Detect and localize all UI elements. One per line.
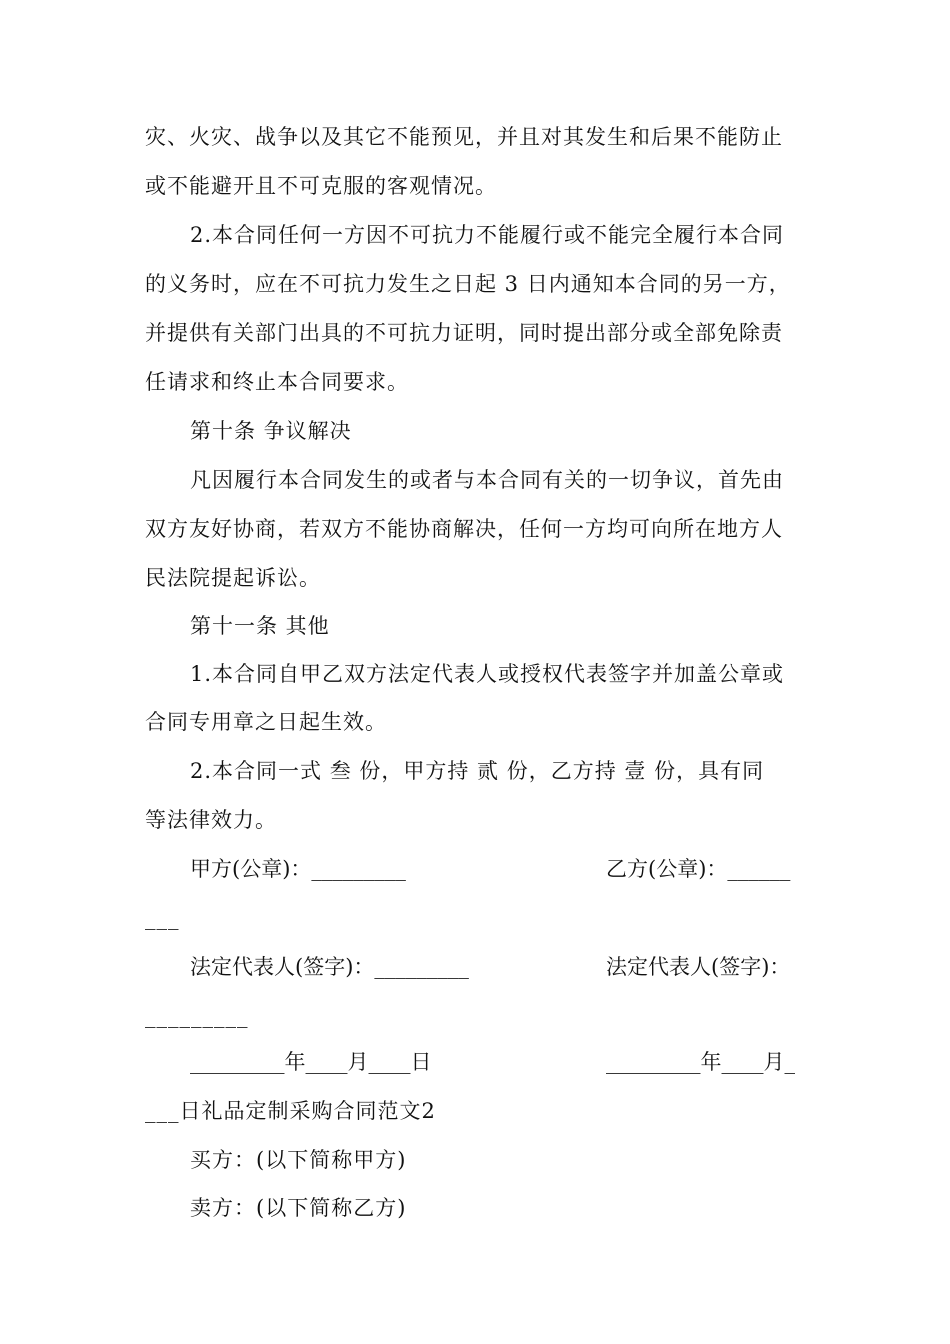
party-b-rep-continuation: _________ <box>145 1004 249 1028</box>
other-clause-2-line-2: 等法律效力。 <box>145 808 277 832</box>
text-line-2: 或不能避开且不可克服的客观情况。 <box>145 174 497 198</box>
party-b-seal: 乙方(公章)：______ <box>606 857 791 881</box>
dispute-line-3: 民法院提起诉讼。 <box>145 566 321 590</box>
buyer-line: 买方：(以下简称甲方) <box>190 1148 407 1172</box>
party-b-representative: 法定代表人(签字)： <box>606 955 791 979</box>
section-heading-other: 第十一条 其他 <box>190 614 330 638</box>
seller-line: 卖方：(以下简称乙方) <box>190 1196 407 1220</box>
party-a-representative: 法定代表人(签字)：_________ <box>190 955 469 979</box>
dispute-line-2: 双方友好协商，若双方不能协商解决，任何一方均可向所在地方人 <box>145 517 783 541</box>
clause-force-majeure-2-line-4: 任请求和终止本合同要求。 <box>145 370 409 394</box>
other-clause-1-line-1: 1.本合同自甲乙双方法定代表人或授权代表签字并加盖公章或 <box>190 662 785 686</box>
party-a-seal: 甲方(公章)：_________ <box>190 857 406 881</box>
clause-force-majeure-2-line-2: 的义务时，应在不可抗力发生之日起 3 日内通知本合同的另一方， <box>145 272 791 296</box>
other-clause-2-line-1: 2.本合同一式 叁 份，甲方持 贰 份，乙方持 壹 份，具有同 <box>190 759 765 783</box>
dispute-line-1: 凡因履行本合同发生的或者与本合同有关的一切争议，首先由 <box>190 468 784 492</box>
text-line-1: 灾、火灾、战争以及其它不能预见，并且对其发生和后果不能防止 <box>145 125 783 149</box>
clause-force-majeure-2-line-1: 2.本合同任何一方因不可抗力不能履行或不能完全履行本合同 <box>190 223 785 247</box>
section-heading-dispute: 第十条 争议解决 <box>190 419 352 443</box>
party-b-date: _________年____月_ <box>606 1050 795 1074</box>
party-b-date-continuation-and-title: ___日礼品定制采购合同范文2 <box>145 1099 436 1123</box>
party-a-date: _________年____月____日 <box>190 1050 432 1074</box>
clause-force-majeure-2-line-3: 并提供有关部门出具的不可抗力证明，同时提出部分或全部免除责 <box>145 321 783 345</box>
other-clause-1-line-2: 合同专用章之日起生效。 <box>145 710 387 734</box>
party-b-seal-continuation: ___ <box>145 906 180 930</box>
